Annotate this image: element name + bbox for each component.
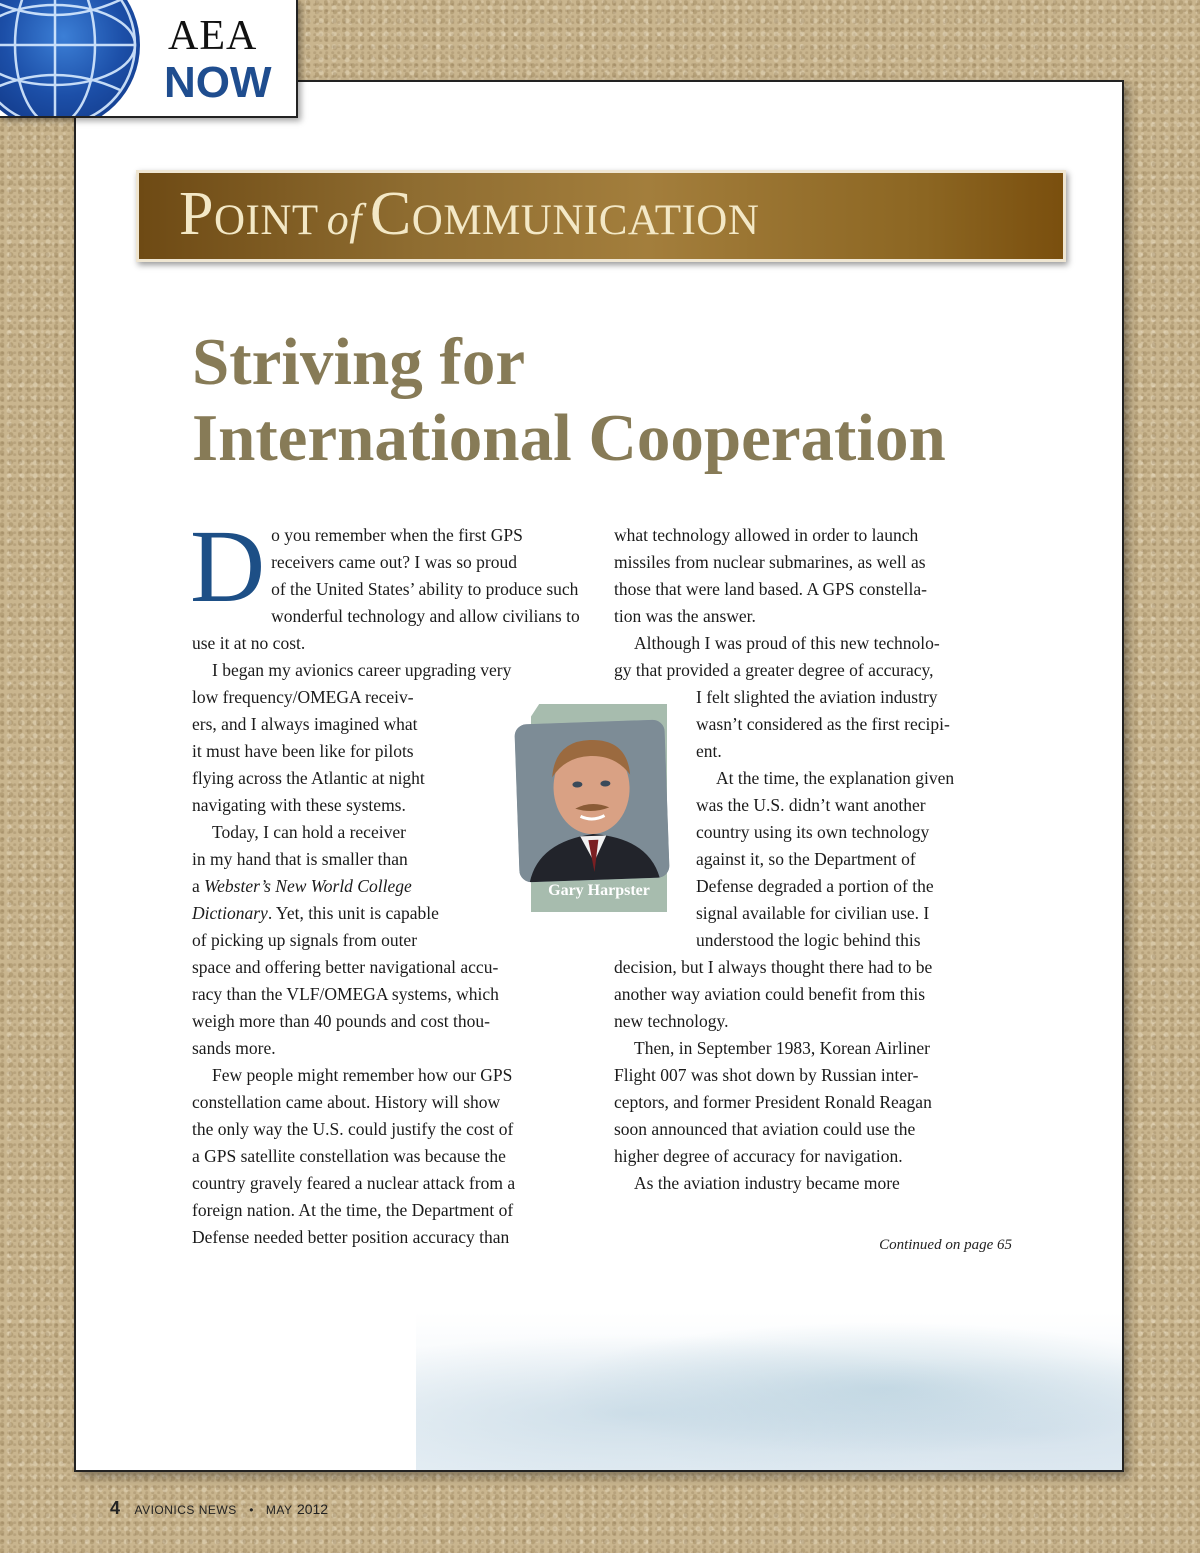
text-line: Defense degraded a portion of the — [696, 876, 934, 896]
issue-year: 2012 — [296, 1501, 329, 1517]
logo-now-text: NOW — [164, 58, 272, 107]
text-line: o you remember when the first GPS — [271, 525, 523, 545]
text-fragment: a — [192, 876, 205, 896]
text-line: missiles from nuclear submarines, as well as — [614, 552, 926, 572]
article-page — [74, 80, 1124, 1472]
text-line: At the time, the explanation given — [716, 768, 955, 788]
aea-now-logo — [0, 0, 298, 118]
article-column-2 — [614, 522, 1014, 1197]
photo-caption: Gary Harpster — [548, 882, 650, 899]
text-line: gy that provided a greater degree of accuracy, — [614, 660, 934, 680]
text-line: country gravely feared a nuclear attack from a — [192, 1173, 516, 1193]
text-line: I began my avionics career upgrading very — [212, 660, 512, 680]
magazine-name: AVIONICS NEWS — [134, 1503, 237, 1517]
text-line: weigh more than 40 pounds and cost thou- — [192, 1011, 490, 1031]
issue-month: MAY — [265, 1503, 293, 1517]
page-number: 4 — [110, 1498, 121, 1518]
text-line: As the aviation industry became more — [634, 1173, 900, 1193]
text-line: new technology. — [614, 1011, 729, 1031]
text-line: wonderful technology and allow civilians to — [271, 606, 580, 626]
page-footer — [110, 1498, 328, 1519]
text-line: ent. — [696, 741, 722, 761]
section-banner — [136, 170, 1066, 262]
text-line: receivers came out? I was so proud — [271, 552, 517, 572]
text-line: in my hand that is smaller than — [192, 849, 408, 869]
text-line: I felt slighted the aviation industry — [696, 687, 938, 707]
text-line: racy than the VLF/OMEGA systems, which — [192, 984, 499, 1004]
paragraph-8 — [614, 1035, 1014, 1170]
author-photo-block — [517, 704, 667, 912]
text-line: foreign nation. At the time, the Department of — [192, 1200, 514, 1220]
text-line: a GPS satellite constellation was because the — [192, 1146, 506, 1166]
portrait-illustration — [514, 719, 669, 882]
footer-separator: • — [249, 1503, 254, 1517]
text-line: Then, in September 1983, Korean Airliner — [634, 1038, 930, 1058]
text-line: the only way the U.S. could justify the cost of — [192, 1119, 514, 1139]
text-line: of picking up signals from outer — [192, 930, 418, 950]
paragraph-9 — [614, 1170, 1014, 1197]
text-line: another way aviation could benefit from this — [614, 984, 926, 1004]
section-title — [179, 180, 760, 251]
text-line: space and offering better navigational accu- — [192, 957, 499, 977]
text-line: Today, I can hold a receiver — [212, 822, 406, 842]
text-line: flying across the Atlantic at night — [192, 768, 425, 788]
paragraph-4 — [192, 1062, 592, 1251]
text-line: navigating with these systems. — [192, 795, 406, 815]
text-line: those that were land based. A GPS constella- — [614, 579, 927, 599]
text-line: was the U.S. didn’t want another — [696, 795, 926, 815]
text-line: constellation came about. History will show — [192, 1092, 501, 1112]
text-line: wasn’t considered as the first recipi- — [696, 714, 950, 734]
article-headline — [192, 324, 1072, 476]
text-line: country using its own technology — [696, 822, 930, 842]
drop-cap: D — [190, 509, 266, 624]
book-title-italic: Webster’s New World College — [204, 876, 412, 896]
clouds-decoration — [416, 1312, 1124, 1472]
paragraph-1 — [190, 509, 592, 657]
text-line: tion was the answer. — [614, 606, 756, 626]
paragraph-5 — [614, 522, 1014, 630]
headline-line2: International Cooperation — [192, 401, 946, 475]
text-line: ers, and I always imagined what — [192, 714, 418, 734]
text-line: Defense needed better position accuracy than — [192, 1227, 510, 1247]
text-line: signal available for civilian use. I — [696, 903, 930, 923]
text-line: Few people might remember how our GPS — [212, 1065, 513, 1085]
paragraph-7 — [614, 765, 1014, 1035]
text-line: Although I was proud of this new technolo- — [634, 633, 940, 653]
text-line: ceptors, and former President Ronald Reagan — [614, 1092, 932, 1112]
text-line: of the United States’ ability to produce such — [271, 579, 579, 599]
headline-line1: Striving for — [192, 325, 526, 399]
globe-icon — [0, 0, 140, 118]
text-line: understood the logic behind this — [696, 930, 921, 950]
text-line: soon announced that aviation could use the — [614, 1119, 916, 1139]
text-line: decision, but I always thought there had to be — [614, 957, 933, 977]
paragraph-6 — [614, 630, 1014, 765]
logo-aea-text: AEA — [168, 13, 258, 59]
text-line: what technology allowed in order to launch — [614, 525, 919, 545]
author-photo — [514, 719, 669, 882]
text-fragment: . Yet, this unit is capable — [267, 903, 439, 923]
text-line: it must have been like for pilots — [192, 741, 414, 761]
text-line: use it at no cost. — [192, 633, 306, 653]
continued-note: Continued on page 65 — [879, 1237, 1012, 1253]
text-line: higher degree of accuracy for navigation. — [614, 1146, 903, 1166]
text-line: sands more. — [192, 1038, 276, 1058]
section-title-word2: Communication — [369, 180, 760, 248]
book-title-italic: Dictionary — [192, 903, 268, 923]
text-line: against it, so the Department of — [696, 849, 916, 869]
section-title-of: of — [326, 195, 362, 244]
section-title-word1: Point — [179, 180, 319, 248]
text-line: Flight 007 was shot down by Russian inter- — [614, 1065, 919, 1085]
text-line: low frequency/OMEGA receiv- — [192, 687, 414, 707]
